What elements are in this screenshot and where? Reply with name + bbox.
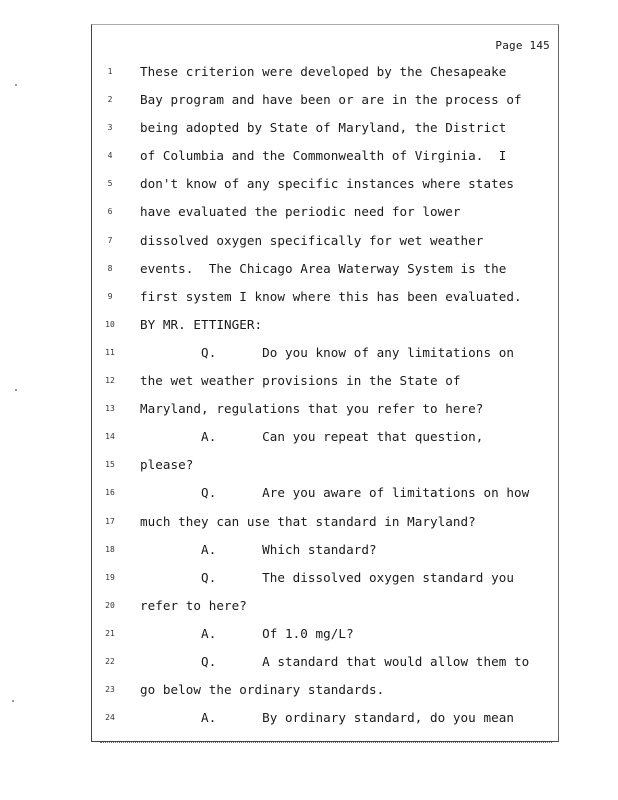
- line-number: 20: [105, 600, 115, 610]
- line-number: 1: [107, 67, 113, 76]
- transcript-line: [92, 648, 558, 676]
- line-number: 16: [105, 488, 115, 498]
- line-number: 14: [105, 432, 115, 442]
- line-text: events. The Chicago Area Waterway System is the: [140, 260, 507, 276]
- line-number: 11: [105, 347, 115, 357]
- line-text: go below the ordinary standards.: [140, 682, 385, 698]
- line-number: 21: [105, 628, 115, 638]
- transcript-line: [92, 339, 558, 367]
- line-text: Q. A standard that would allow them to: [140, 653, 530, 669]
- transcript-line: [92, 704, 558, 732]
- line-number: 9: [107, 291, 113, 301]
- line-text: first system I know where this has been evaluated.: [140, 288, 522, 304]
- line-number: 5: [107, 179, 113, 189]
- line-number: 17: [105, 516, 115, 526]
- line-number: 22: [105, 656, 115, 666]
- transcript-line: [92, 395, 558, 423]
- transcript-line: [92, 227, 558, 255]
- transcript-line: [92, 255, 558, 283]
- line-number: 10: [105, 319, 115, 329]
- line-text: A. Can you repeat that question,: [140, 429, 484, 445]
- line-number: 13: [105, 404, 115, 414]
- line-text: A. Which standard?: [140, 541, 377, 557]
- transcript-line: [92, 283, 558, 311]
- line-number: 2: [107, 95, 113, 105]
- line-text: of Columbia and the Commonwealth of Virginia. I: [140, 148, 507, 164]
- bottom-scan-line: [100, 742, 552, 743]
- scan-speck: [15, 84, 17, 86]
- transcript-line: [92, 508, 558, 536]
- line-number: 23: [105, 685, 115, 695]
- transcript-line: [92, 620, 558, 648]
- line-text: dissolved oxygen specifically for wet weather: [140, 232, 484, 248]
- line-number: 7: [107, 235, 113, 245]
- transcript-line: [92, 58, 558, 86]
- line-number: 3: [107, 123, 113, 133]
- line-text: Q. The dissolved oxygen standard you: [140, 569, 514, 585]
- line-text: the wet weather provisions in the State of: [140, 373, 461, 389]
- line-text: A. Of 1.0 mg/L?: [140, 625, 354, 641]
- line-text: A. By ordinary standard, do you mean: [140, 710, 514, 726]
- line-number: 6: [107, 207, 113, 217]
- line-number: 19: [105, 572, 115, 582]
- line-text: Q. Are you aware of limitations on how: [140, 485, 530, 501]
- line-text: refer to here?: [140, 597, 247, 613]
- transcript-line: [92, 479, 558, 507]
- page-number: Page 145: [495, 39, 550, 52]
- line-number: 15: [105, 460, 115, 470]
- transcript-line: [92, 86, 558, 114]
- scan-speck: [15, 389, 17, 391]
- scan-speck: [12, 700, 14, 702]
- line-number: 8: [107, 263, 113, 273]
- line-text: Bay program and have been or are in the process of: [140, 92, 522, 108]
- line-text: Maryland, regulations that you refer to here?: [140, 401, 484, 417]
- line-text: have evaluated the periodic need for lower: [140, 204, 461, 220]
- transcript-line: [92, 536, 558, 564]
- line-text: much they can use that standard in Maryland?: [140, 513, 476, 529]
- transcript-line: [92, 170, 558, 198]
- transcript-line: [92, 367, 558, 395]
- line-text: Q. Do you know of any limitations on: [140, 344, 514, 360]
- line-text: BY MR. ETTINGER:: [140, 316, 263, 332]
- transcript-line: [92, 198, 558, 226]
- line-number: 4: [107, 151, 113, 161]
- transcript-page: [91, 24, 559, 742]
- transcript-line: [92, 676, 558, 704]
- transcript-line: [92, 592, 558, 620]
- transcript-line: [92, 451, 558, 479]
- transcript-line: [92, 564, 558, 592]
- transcript-line: [92, 142, 558, 170]
- line-text: don't know of any specific instances where states: [140, 176, 514, 192]
- transcript-line: [92, 311, 558, 339]
- transcript-lines: [92, 58, 558, 732]
- line-text: These criterion were developed by the Chesapeake: [140, 64, 507, 79]
- line-text: please?: [140, 457, 194, 473]
- line-number: 12: [105, 376, 115, 386]
- line-number: 24: [105, 713, 115, 723]
- transcript-line: [92, 114, 558, 142]
- line-number: 18: [105, 544, 115, 554]
- transcript-line: [92, 423, 558, 451]
- line-text: being adopted by State of Maryland, the District: [140, 120, 507, 136]
